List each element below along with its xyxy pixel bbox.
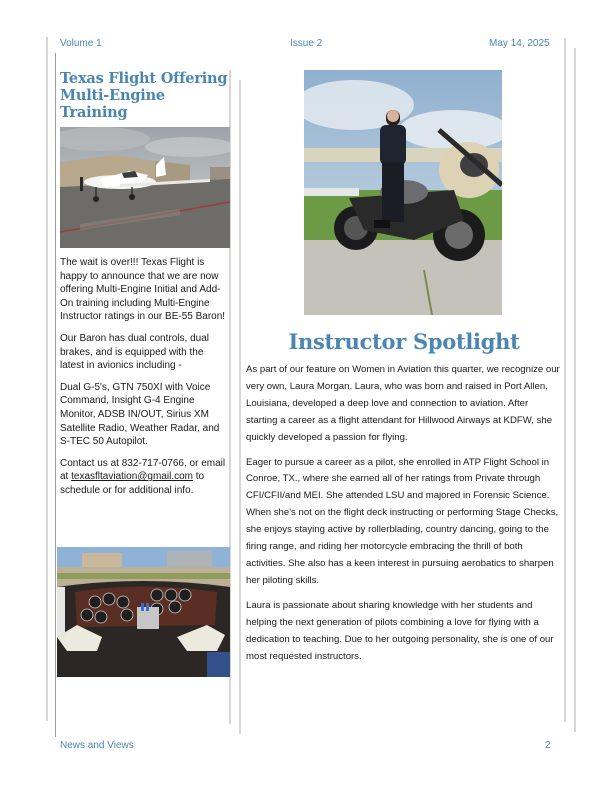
- left-paragraph-avionics: Dual G-5's, GTN 750XI with Voice Command, Insight G-4 Engine Monitor, ADSB IN/OUT, Sirius XM Satellite Radio, Weather Radar, and S-TEC 50 Autopilot.: [60, 381, 220, 448]
- page-rule-right-outer: [564, 38, 566, 722]
- right-article: [246, 70, 562, 673]
- spotlight-title: Instructor Spotlight: [288, 329, 520, 354]
- cockpit-photo: [57, 547, 230, 677]
- header-date: May 14, 2025: [489, 38, 550, 49]
- footer-page-number: 2: [545, 740, 551, 751]
- left-article-title: Texas Flight Offering Multi-Engine Training: [60, 70, 228, 121]
- left-paragraph-announcement: The wait is over!!! Texas Flight is happy to announce that we are now offering Multi-Engine Initial and Add-On training including Multi-Engine Instructor ratings in our BE-55 Baron!: [60, 257, 226, 323]
- left-article: [60, 70, 230, 506]
- footer-title: News and Views: [60, 740, 134, 751]
- spotlight-paragraph-teaching: Laura is passionate about sharing knowledge with her students and helping the next generation of pilots combining a love for flying with a dedication to teaching. Due to her outgoing personality, she is one of our most requested instructors.: [246, 599, 554, 662]
- left-paragraph-baron-features: Our Baron has dual controls, dual brakes, and is equipped with the latest in avionics including -: [60, 332, 209, 372]
- baron-aircraft-image: [60, 127, 230, 248]
- cockpit-image: [57, 547, 230, 677]
- contact-prefix: Contact us at 832-717-0766, or email at: [60, 457, 226, 483]
- baron-aircraft-photo: [60, 127, 230, 248]
- column-rule-right: [239, 80, 241, 734]
- page-rule-left-inner: [55, 53, 56, 737]
- page-rule-right-inner: [574, 48, 576, 732]
- contact-email-link[interactable]: texasfltaviation@gmail.com: [71, 471, 193, 483]
- instructor-motorcycle-image: [304, 70, 502, 315]
- header-volume: Volume 1: [60, 38, 102, 49]
- spotlight-paragraph-career: Eager to pursue a career as a pilot, she enrolled in ATP Flight School in Conroe, TX., where she earned all of her ratings from Private through CFI/CFII/and MEI. She attended LSU and majored in Forensic Science. When she's not on the flight deck instructing or performing Stage Checks, she enjoys staying active by rollerblading, country dancing, going to the firing range, and riding her motorcycle embracing the thrill of both activities. She also has a keen interest in pursuing aerobatics to sharpen her piloting skills.: [246, 456, 559, 586]
- spotlight-paragraph-intro: As part of our feature on Women in Aviation this quarter, we recognize our very own, Laura Morgan. Laura, who was born and raised in Port Allen, Louisiana, developed a deep love and connection to aviation. After starting a career as a flight attendant for Hillwood Airways at KDFW, she quickly developed a passion for flying.: [246, 364, 560, 443]
- instructor-photo: [304, 70, 502, 315]
- left-paragraph-contact: [60, 457, 230, 498]
- header-issue: Issue 2: [290, 38, 323, 49]
- page-rule-left-outer: [46, 37, 48, 721]
- contact-suffix: to schedule or for additional info.: [60, 471, 205, 496]
